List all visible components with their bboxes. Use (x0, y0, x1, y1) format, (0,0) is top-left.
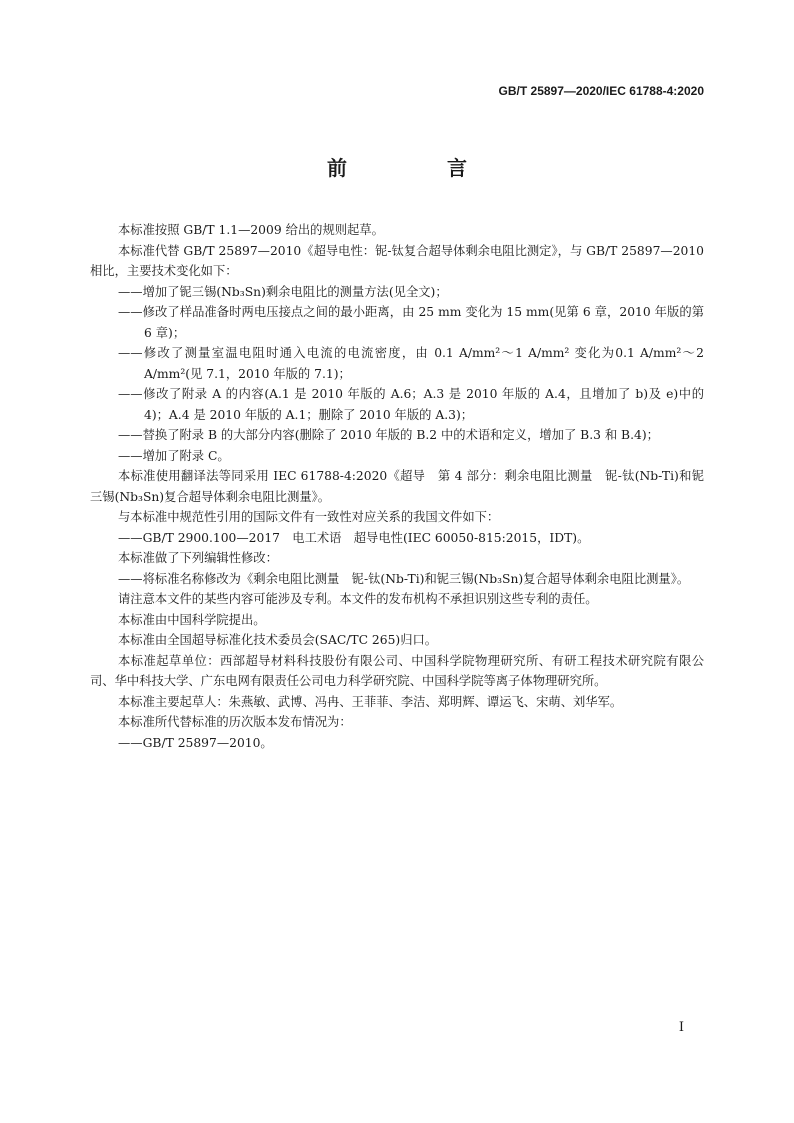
paragraph: 本标准做了下列编辑性修改： (118, 551, 278, 565)
list-item: ——修改了附录 A 的内容(A.1 是 2010 年版的 A.6；A.3 是 2010 年版的 A.4，且增加了 b)及 e)中的 4)；A.4 是 2010 年版的 A.1；删除了 2010 年版的 A.3)； (118, 387, 704, 422)
document-body (90, 220, 704, 753)
page-number: I (678, 1020, 684, 1035)
list-item: ——替换了附录 B 的大部分内容(删除了 2010 年版的 B.2 中的术语和定义，增加了 B.3 和 B.4)； (118, 428, 659, 442)
paragraph: 本标准起草单位：西部超导材料科技股份有限公司、中国科学院物理研究所、有研工程技术研究院有限公司、华中科技大学、广东电网有限责任公司电力科学研究院、中国科学院等离子体物理研究所。 (90, 653, 704, 688)
paragraph: 与本标准中规范性引用的国际文件有一致性对应关系的我国文件如下： (118, 510, 500, 524)
paragraph: 请注意本文件的某些内容可能涉及专利。本文件的发布机构不承担识别这些专利的责任。 (118, 592, 598, 606)
paragraph: 本标准由中国科学院提出。 (118, 612, 266, 627)
list-item: ——增加了附录 C。 (118, 448, 230, 463)
list-item: ——增加了铌三锡(Nb₃Sn)剩余电阻比的测量方法(见全文)； (118, 284, 448, 299)
paragraph: 本标准按照 GB/T 1.1—2009 给出的规则起草。 (118, 223, 384, 237)
list-item: ——GB/T 25897—2010。 (118, 735, 273, 750)
page-title: 前 言 (327, 156, 507, 180)
list-item: ——将标准名称修改为《剩余电阻比测量 铌-钛(Nb-Ti)和铌三锡(Nb₃Sn)复合超导体剩余电阻比测量》。 (118, 571, 690, 586)
list-item: ——GB/T 2900.100—2017 电工术语 超导电性(IEC 60050-815:2015，IDT)。 (118, 530, 590, 545)
paragraph: 本标准所代替标准的历次版本发布情况为： (118, 715, 352, 729)
paragraph: 本标准使用翻译法等同采用 IEC 61788-4:2020《超导 第 4 部分：剩余电阻比测量 铌-钛(Nb-Ti)和铌三锡(Nb₃Sn)复合超导体剩余电阻比测量》。 (90, 469, 704, 504)
list-item: ——修改了测量室温电阻时通入电流的电流密度，由 0.1 A/mm²～1 A/mm² 变化为0.1 A/mm²～2 A/mm²(见 7.1，2010 年版的 7.1)； (118, 346, 704, 381)
paragraph: 本标准代替 GB/T 25897—2010《超导电性：铌-钛复合超导体剩余电阻比测定》，与 GB/T 25897—2010 相比，主要技术变化如下： (90, 243, 704, 278)
standard-code: GB/T 25897—2020/IEC 61788-4:2020 (498, 84, 704, 98)
list-item: ——修改了样品准备时两电压接点之间的最小距离，由 25 mm 变化为 15 mm(见第 6 章，2010 年版的第 6 章)； (118, 305, 704, 340)
paragraph: 本标准由全国超导标准化技术委员会(SAC/TC 265)归口。 (118, 633, 438, 647)
paragraph: 本标准主要起草人：朱燕敏、武博、冯冉、王菲菲、李洁、郑明辉、谭运飞、宋萌、刘华军。 (118, 694, 623, 709)
